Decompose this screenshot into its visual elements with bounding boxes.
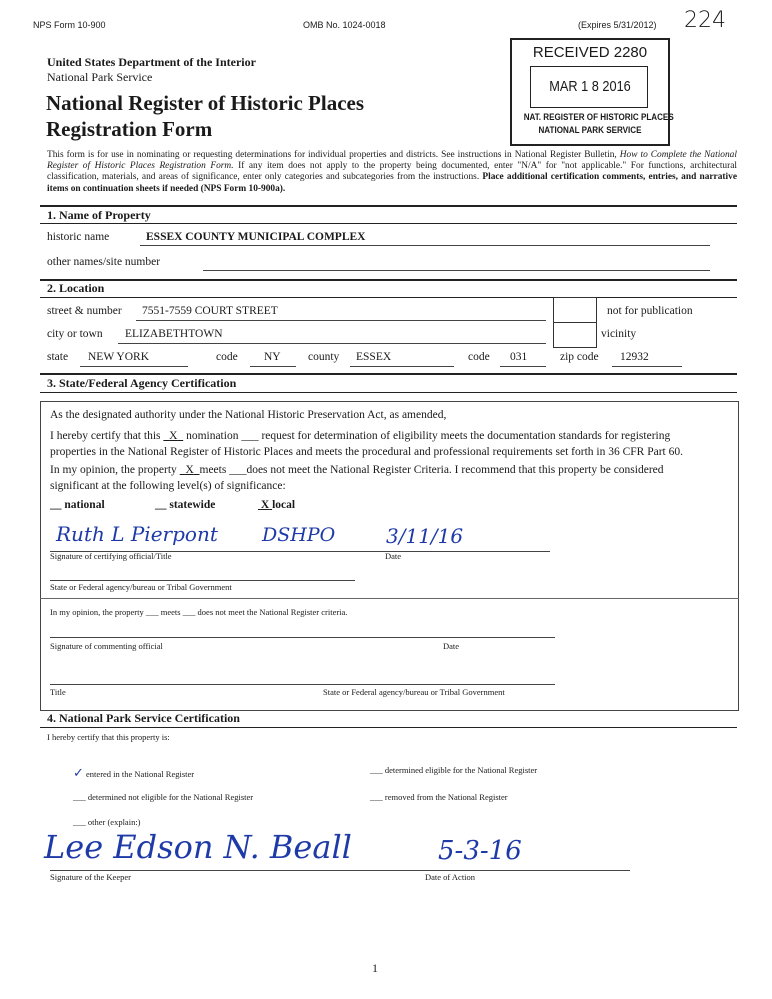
state-code-value: NY	[264, 351, 281, 363]
street-label: street & number	[47, 305, 122, 317]
historic-name-value: ESSEX COUNTY MUNICIPAL COMPLEX	[146, 231, 366, 243]
city-value: ELIZABETHTOWN	[125, 328, 223, 340]
section1-heading: 1. Name of Property	[47, 208, 151, 222]
page-subtitle: Registration Form	[46, 117, 213, 141]
date-label: Date	[385, 551, 402, 561]
agency-label: State or Federal agency/bureau or Tribal Government	[50, 582, 232, 592]
keeper-label: Signature of the Keeper	[50, 872, 131, 882]
zip-label: zip code	[560, 351, 599, 363]
handwritten-number: 224	[684, 8, 726, 33]
opinion-line2: significant at the following level(s) of significance:	[50, 480, 286, 492]
certifying-title-hand: DSHPO	[262, 524, 336, 546]
not-for-publication-checkbox[interactable]	[553, 297, 597, 323]
opinion-line: In my opinion, the property X meets ___does not meet the National Register Criteria. I recommend that this property be considered	[50, 464, 664, 476]
stamp-line1: NAT. REGISTER OF HISTORIC PLACES	[523, 112, 674, 123]
page-title: National Register of Historic Places	[46, 91, 365, 115]
nps-certify-intro: I hereby certify that this property is:	[47, 732, 170, 742]
comment-title-label: Title	[50, 687, 66, 697]
county-value: ESSEX	[356, 351, 392, 363]
vicinity-label: vicinity	[601, 328, 637, 340]
action-date-label: Date of Action	[425, 872, 476, 882]
section2-heading: 2. Location	[47, 281, 105, 295]
option-entered: ✓ entered in the National Register	[73, 765, 195, 780]
comment-signature-label: Signature of commenting official	[50, 641, 163, 651]
option-other: ___ other (explain:)	[73, 817, 141, 827]
received-stamp	[510, 38, 674, 146]
option-not-eligible: ___ determined not eligible for the National Register	[73, 792, 254, 802]
county-label: county	[308, 351, 340, 363]
county-code-value: 031	[510, 351, 528, 363]
level-statewide: __ statewide	[155, 499, 216, 511]
stamp-received: RECEIVED 2280	[532, 44, 648, 61]
omb-number: OMB No. 1024-0018	[303, 20, 386, 30]
comment-opinion: In my opinion, the property ___ meets ___ does not meet the National Register criteria.	[50, 607, 348, 617]
state-label: state	[47, 351, 69, 363]
service: National Park Service	[47, 70, 153, 84]
state-code-label: code	[216, 351, 238, 363]
section4-heading: 4. National Park Service Certification	[47, 711, 240, 725]
not-for-publication-label: not for publication	[607, 305, 693, 317]
certifying-signature: Ruth L Pierpont	[56, 522, 218, 546]
historic-name-label: historic name	[47, 231, 110, 243]
intro-paragraph: This form is for use in nominating or requesting determinations for individual properties and districts. See instructions in National Register Bulletin, How to Complete the National Register of Historic Places Registration Form. If any item does not apply to the property being documented, enter "N/A" for "not applicable." For functions, architectural classification, materials, and areas of significance, enter only categories and subcategories from the instructions. Place additional certification comments, entries, and narrative items on continuation sheets if needed (NPS Form 10-900a).	[47, 150, 737, 194]
other-names-label: other names/site number	[47, 256, 161, 268]
page-number: 1	[372, 961, 378, 975]
vicinity-checkbox[interactable]	[553, 322, 597, 348]
section3-heading: 3. State/Federal Agency Certification	[47, 376, 237, 390]
expiration: (Expires 5/31/2012)	[578, 20, 657, 30]
authority-text: As the designated authority under the National Historic Preservation Act, as amended,	[50, 409, 447, 421]
department: United States Department of the Interior	[47, 55, 256, 69]
comment-date-label: Date	[443, 641, 460, 651]
level-local: X local	[260, 499, 296, 511]
certify-line: I hereby certify that this X nomination ___ request for determination of eligibility meets the documentation standards for registering	[50, 430, 671, 442]
zip-value: 12932	[620, 351, 649, 363]
signature-label: Signature of certifying official/Title	[50, 551, 172, 561]
level-national: __ national	[50, 499, 105, 511]
action-date-hand: 5-3-16	[438, 836, 522, 866]
state-value: NEW YORK	[88, 351, 150, 363]
county-code-label: code	[468, 351, 490, 363]
form-number: NPS Form 10-900	[33, 20, 106, 30]
street-value: 7551-7559 COURT STREET	[142, 305, 278, 317]
certifying-date-hand: 3/11/16	[386, 524, 464, 548]
comment-agency-label: State or Federal agency/bureau or Tribal Government	[323, 687, 505, 697]
city-label: city or town	[47, 328, 103, 340]
stamp-line2: NATIONAL PARK SERVICE	[538, 125, 642, 136]
stamp-date: MAR 1 8 2016	[549, 78, 631, 95]
certify-line2: properties in the National Register of Historic Places and meets the procedural and professional requirements set forth in 36 CFR Part 60.	[50, 446, 683, 458]
option-removed: ___ removed from the National Register	[370, 792, 508, 802]
keeper-signature: Lee Edson N. Beall	[44, 828, 352, 866]
option-eligible: ___ determined eligible for the National Register	[370, 765, 538, 775]
other-names-field	[203, 270, 710, 271]
